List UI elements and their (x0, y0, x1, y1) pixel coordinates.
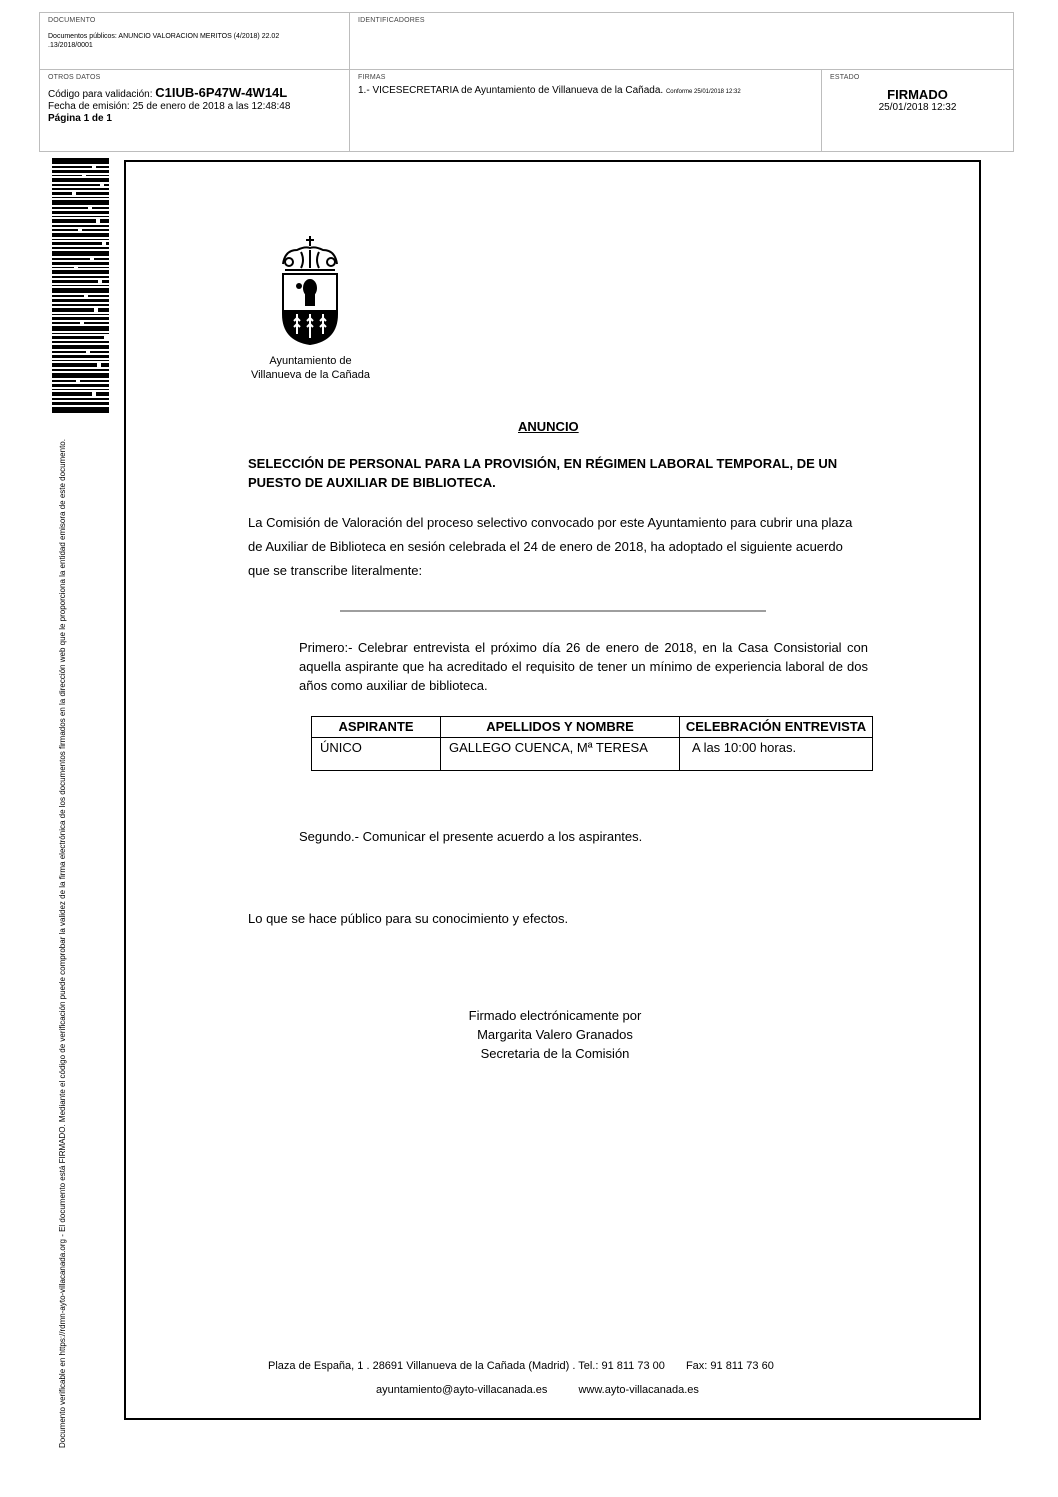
firma-text: 1.- VICESECRETARIA de Ayuntamiento de Villanueva de la Cañada. (358, 85, 664, 96)
fecha-emision: Fecha de emisión: 25 de enero de 2018 a las 12:48:48 (48, 101, 291, 112)
segundo-paragraph: Segundo.- Comunicar el presente acuerdo a los aspirantes. (299, 829, 643, 844)
closing-paragraph: Lo que se hace público para su conocimiento y efectos. (248, 911, 569, 926)
firmas-label: FIRMAS (358, 74, 386, 81)
separator-line (340, 610, 766, 612)
otros-datos-label: OTROS DATOS (48, 74, 101, 81)
document-heading: ANUNCIO (518, 419, 579, 434)
estado-cell (822, 70, 1013, 151)
estado-fecha: 25/01/2018 12:32 (878, 102, 957, 113)
document-frame (124, 160, 981, 1420)
firma-entry (358, 85, 813, 98)
barcode-icon (52, 158, 109, 413)
table-header-row (312, 717, 873, 738)
firmas-cell (350, 70, 822, 151)
footer-address (268, 1360, 774, 1372)
cell-nombre: GALLEGO CUENCA, Mª TERESA (441, 738, 680, 771)
header-apellidos: APELLIDOS Y NOMBRE (441, 717, 680, 738)
documento-cell (40, 13, 350, 70)
footer-contact (376, 1384, 699, 1396)
estado-label: ESTADO (830, 74, 860, 81)
documento-label: DOCUMENTO (48, 17, 96, 24)
side-verification-text: Documento verificable en https://rdmn-ayto-villacanada.org - El documento está FIRMADO. Mediante el código de verificación puede comprobar la validez de la firma electrónica de los documentos firmados en la dirección web que le proporciona la entidad emisora de este documento. (58, 439, 67, 1448)
footer-email[interactable]: ayuntamiento@ayto-villacanada.es (376, 1384, 548, 1396)
table-row (312, 738, 873, 771)
documento-value: Documentos públicos: ANUNCIO VALORACION MERITOS (4/2018) 22.02 .13/2018/0001 (48, 33, 280, 49)
footer-fax: Fax: 91 811 73 60 (685, 1360, 774, 1372)
codigo-label: Código para validación: (48, 89, 153, 100)
organization-line-1: Ayuntamiento de (269, 355, 352, 367)
header-aspirante: ASPIRANTE (312, 717, 441, 738)
candidate-table (311, 716, 873, 771)
footer-web[interactable]: www.ayto-villacanada.es (578, 1384, 699, 1396)
organization-line-2: Villanueva de la Cañada (250, 369, 371, 381)
signature-block (440, 1006, 670, 1063)
pagina: Página 1 de 1 (48, 113, 112, 124)
otros-datos-cell (40, 70, 350, 151)
codigo-value: C1IUB-6P47W-4W14L (155, 85, 288, 100)
signature-line-3: Secretaria de la Comisión (480, 1046, 630, 1061)
codigo-validacion (48, 87, 341, 101)
footer-address-text: Plaza de España, 1 . 28691 Villanueva de la Cañada (Madrid) . Tel.: 91 811 73 00 (268, 1360, 665, 1372)
document-title: SELECCIÓN DE PERSONAL PARA LA PROVISIÓN, EN RÉGIMEN LABORAL TEMPORAL, DE UN PUESTO DE AUXILIAR DE BIBLIOTECA. (248, 456, 838, 490)
identificadores-label: IDENTIFICADORES (358, 17, 425, 24)
cell-hora: A las 10:00 horas. (680, 738, 873, 771)
cell-aspirante: ÚNICO (312, 738, 441, 771)
signature-line-2: Margarita Valero Granados (477, 1027, 633, 1042)
identificadores-cell (350, 13, 1013, 70)
estado-value: FIRMADO (887, 87, 948, 102)
signature-line-1: Firmado electrónicamente por (468, 1008, 642, 1023)
primero-paragraph: Primero:- Celebrar entrevista el próximo día 26 de enero de 2018, en la Casa Consistorial con aquella aspirante que ha acreditado el requisito de tener un mínimo de experiencia laboral de dos años como auxiliar de biblioteca. (299, 640, 868, 693)
signature-header (39, 12, 1014, 152)
intro-paragraph: La Comisión de Valoración del proceso selectivo convocado por este Ayuntamiento para cubrir una plaza de Auxiliar de Biblioteca en sesión celebrada el 24 de enero de 2018, ha adoptado el siguiente acuerdo que se transcribe literalmente: (248, 515, 853, 578)
organization-name (248, 354, 373, 382)
coat-of-arms-icon (275, 234, 345, 346)
firma-small: Conforme 25/01/2018 12:32 (665, 89, 741, 95)
header-celebracion: CELEBRACIÓN ENTREVISTA (680, 717, 873, 738)
